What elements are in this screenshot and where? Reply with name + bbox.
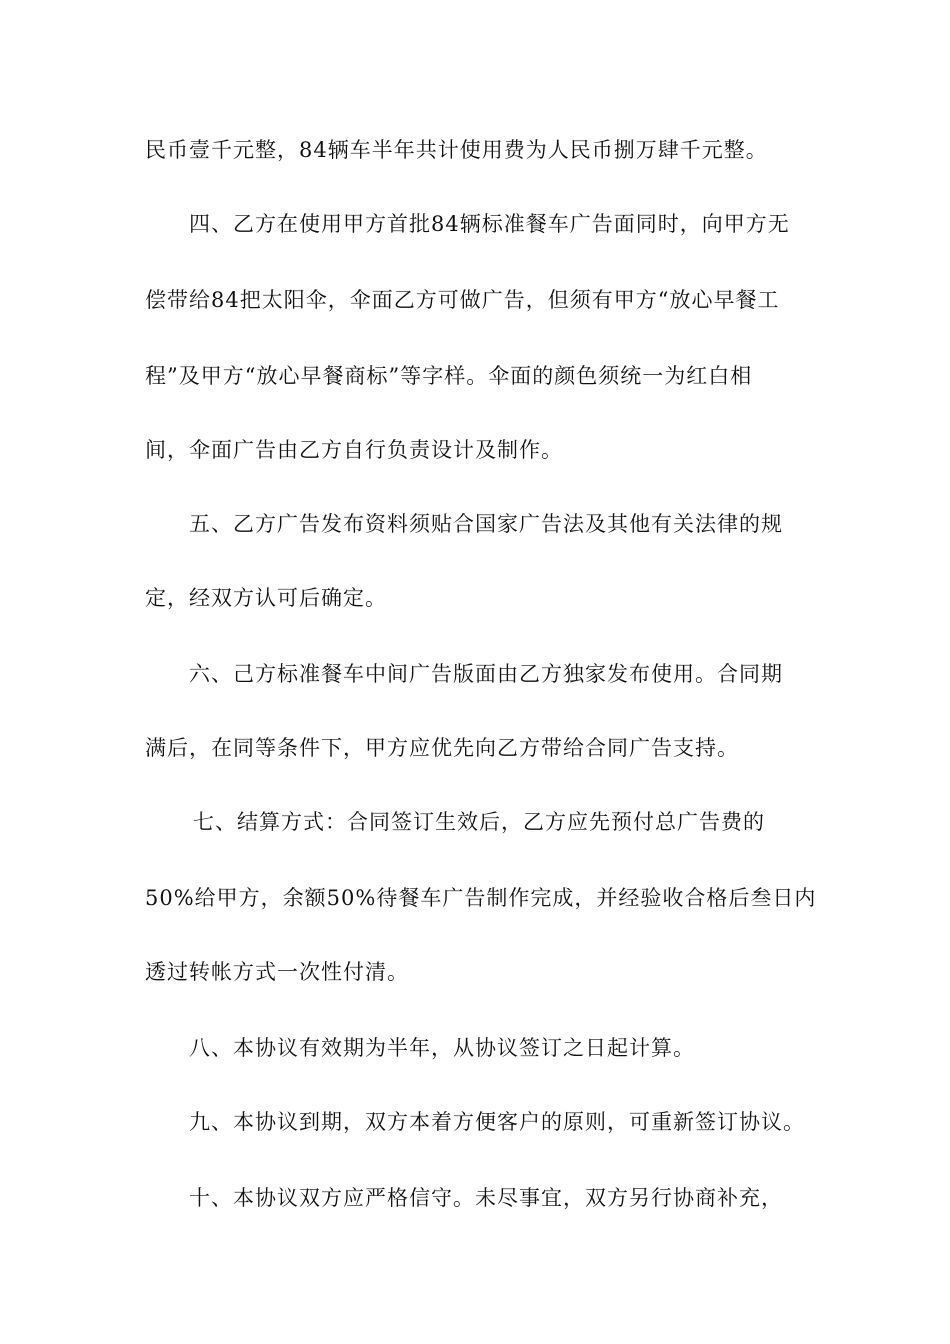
clause-6-line: 六、己方标准餐车中间广告版面由乙方独家发布使用。合同期 [189, 662, 783, 686]
text-line: 50%给甲方，余额50%待餐车广告制作完成，并经验收合格后叁日内 [145, 886, 817, 910]
clause-7-line: 七、结算方式：合同签订生效后，乙方应先预付总广告费的 [193, 810, 765, 834]
clause-9-line: 九、本协议到期，双方本着方便客户的原则，可重新签订协议。 [189, 1110, 805, 1134]
clause-5-line: 五、乙方广告发布资料须贴合国家广告法及其他有关法律的规 [189, 512, 783, 536]
clause-10-line: 十、本协议双方应严格信守。未尽事宜，双方另行协商补充， [189, 1186, 783, 1210]
text-line: 间，伞面广告由乙方自行负责设计及制作。 [145, 438, 563, 462]
text-line: 偿带给84把太阳伞，伞面乙方可做广告，但须有甲方“放心早餐工 [145, 288, 780, 312]
text-line: 满后，在同等条件下，甲方应优先向乙方带给合同广告支持。 [145, 736, 739, 760]
clause-8-line: 八、本协议有效期为半年，从协议签订之日起计算。 [189, 1036, 695, 1060]
text-line: 定，经双方认可后确定。 [145, 586, 387, 610]
text-line: 民币壹千元整，84辆车半年共计使用费为人民币捌万肆千元整。 [145, 138, 768, 162]
text-line: 程”及甲方“放心早餐商标”等字样。伞面的颜色须统一为红白相 [145, 364, 753, 388]
clause-4-line: 四、乙方在使用甲方首批84辆标准餐车广告面同时，向甲方无 [189, 212, 790, 236]
text-line: 透过转帐方式一次性付清。 [145, 960, 409, 984]
